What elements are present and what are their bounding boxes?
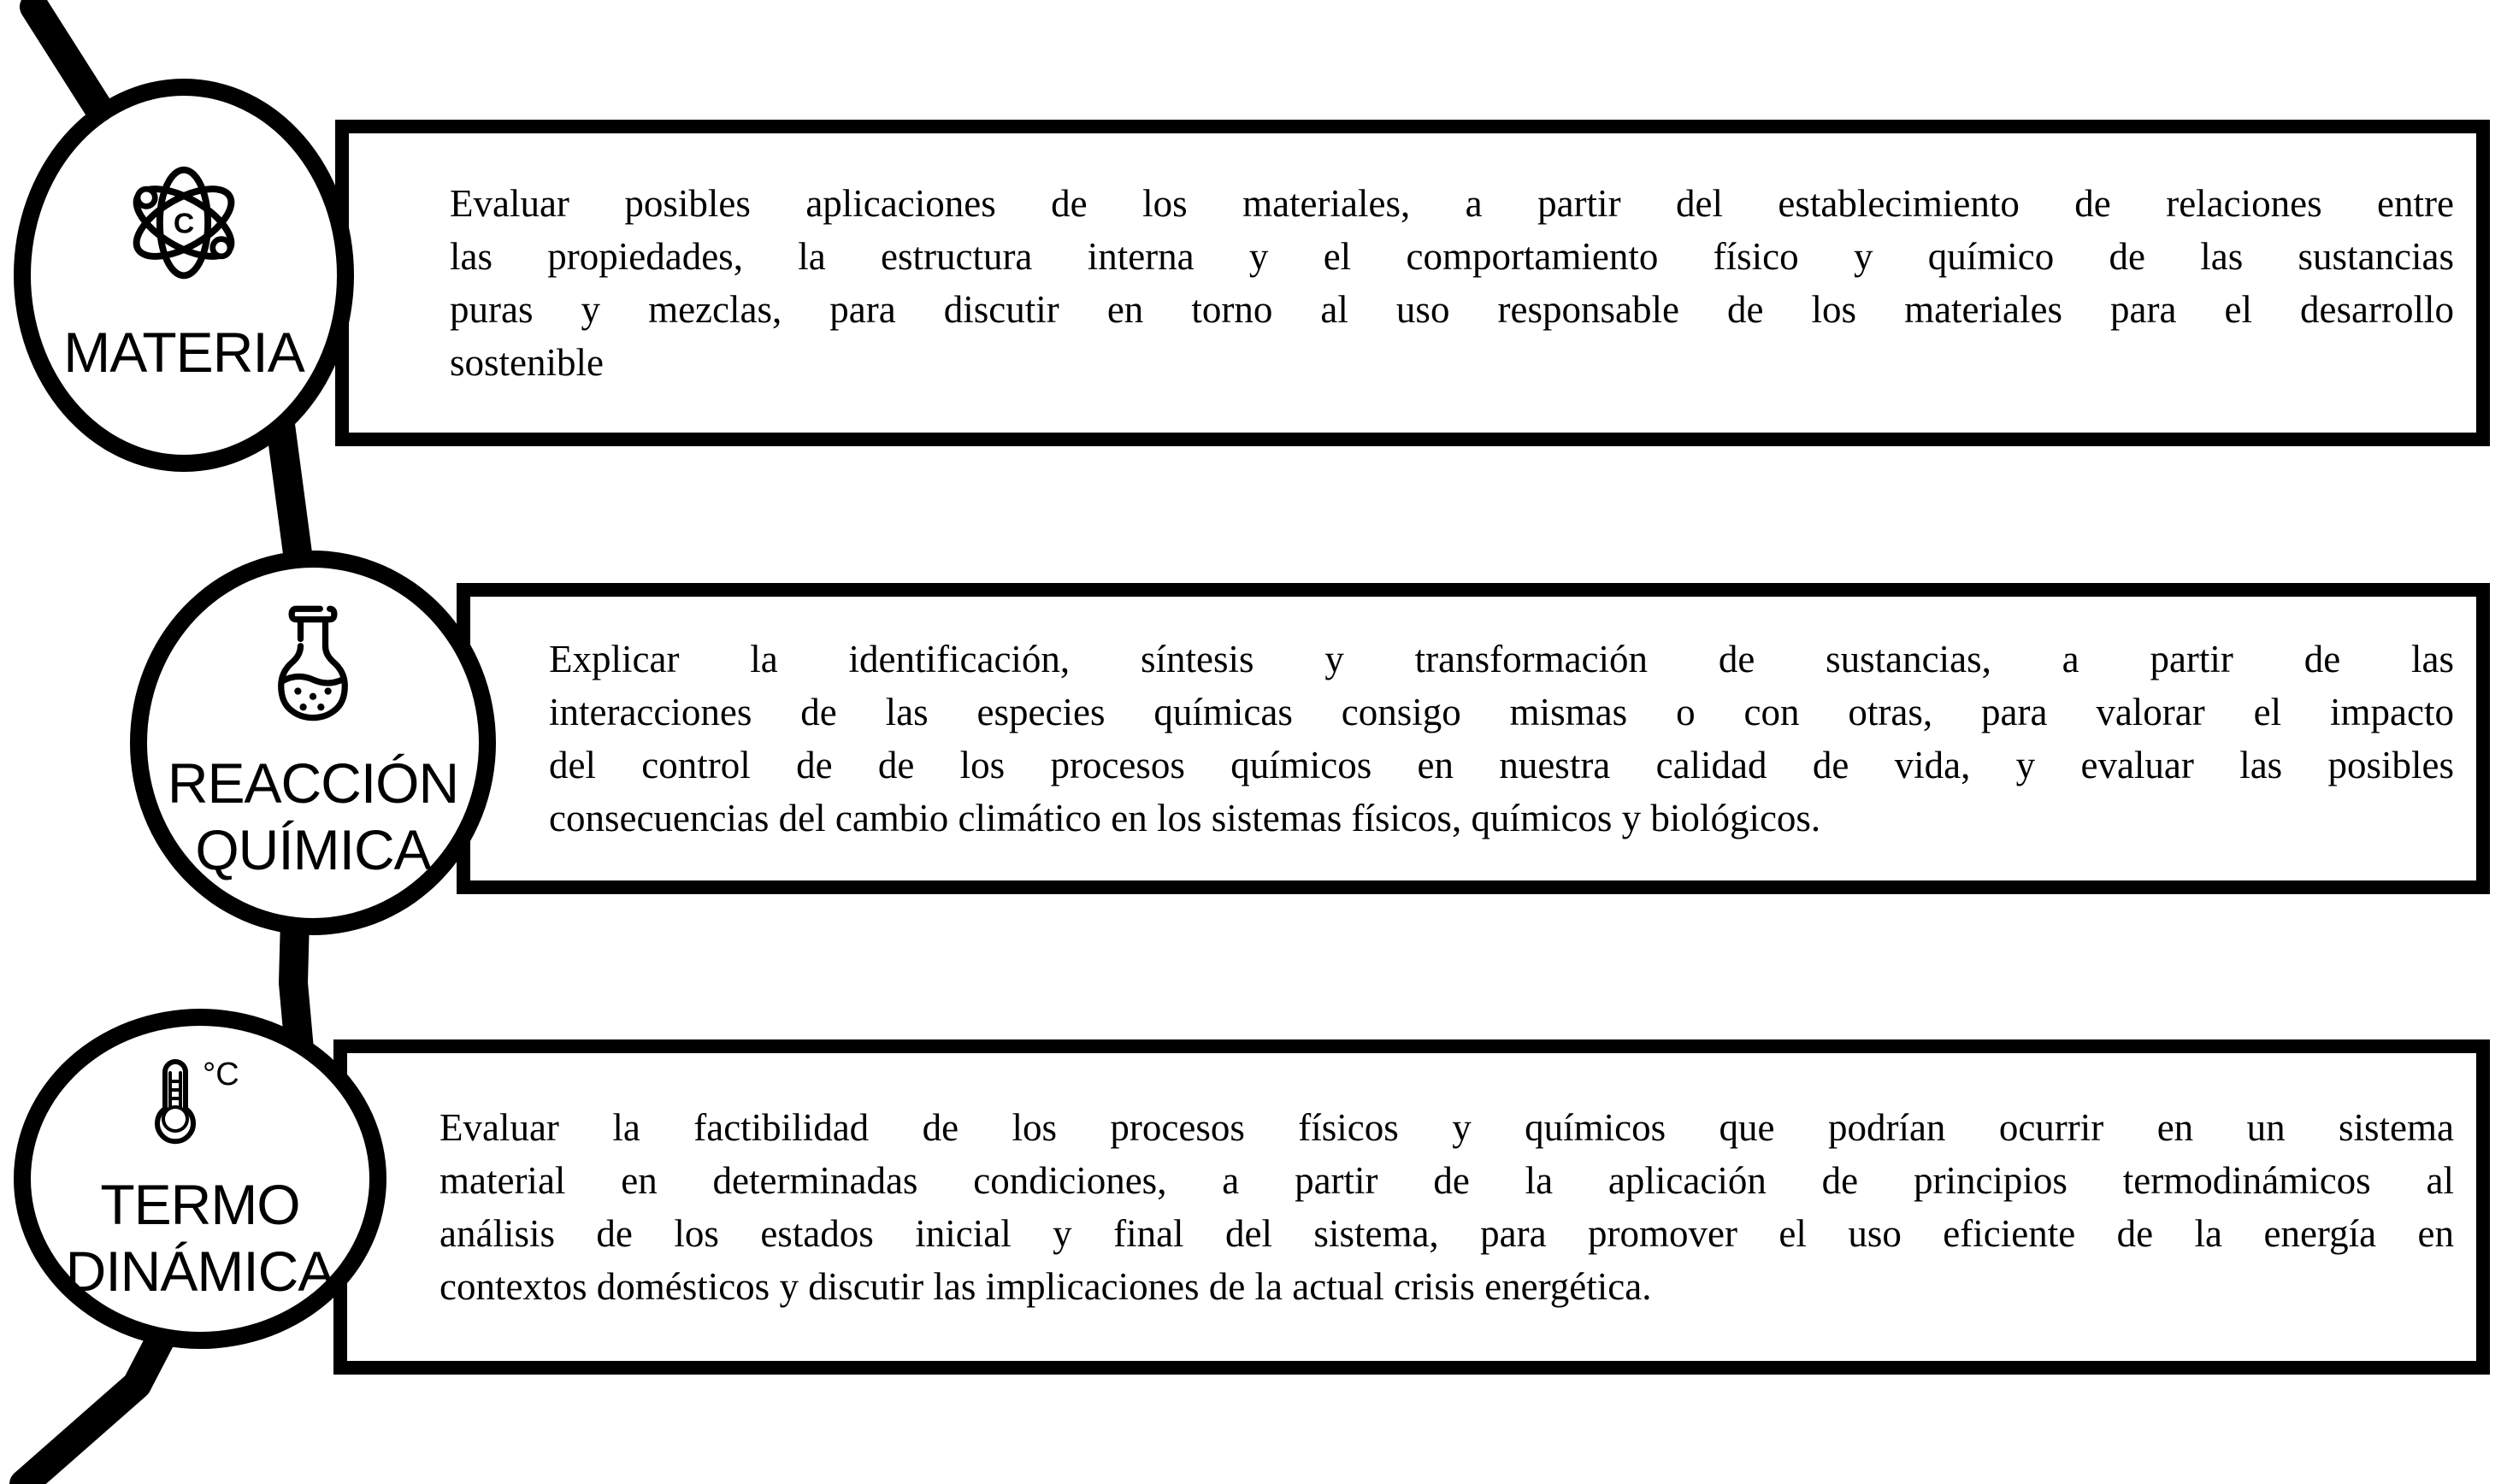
text-line: Explicar la identificación, síntesis y transformación de sustancias, a partir de las: [549, 638, 2454, 680]
description-box-materia: [335, 120, 2490, 446]
node-label-materia: MATERIA: [63, 321, 304, 384]
text-line: del control de de los procesos químicos en nuestra calidad de vida, y evaluar las posibles: [549, 744, 2454, 786]
description-text-materia: [450, 177, 2454, 389]
description-text-reaccion-quimica: [549, 633, 2454, 845]
text-line: Evaluar la factibilidad de los procesos físicos y químicos que podrían ocurrir en un sistema: [439, 1106, 2454, 1149]
description-text-termodinamica: [439, 1101, 2454, 1313]
text-line: análisis de los estados inicial y final del sistema, para promover el uso eficiente de la energía en: [439, 1212, 2454, 1255]
description-box-termodinamica: [333, 1039, 2490, 1375]
node-termodinamica: [14, 1009, 386, 1349]
flask-icon: [268, 604, 357, 727]
thermometer-icon: [136, 1054, 264, 1152]
text-line: contextos domésticos y discutir las implicaciones de la actual crisis energética.: [439, 1265, 1652, 1308]
text-line: consecuencias del cambio climático en los sistemas físicos, químicos y biológicos.: [549, 797, 1821, 839]
text-line: Evaluar posibles aplicaciones de los materiales, a partir del establecimiento de relaciones entre: [450, 182, 2454, 225]
node-materia: [14, 79, 354, 472]
text-line: interacciones de las especies químicas consigo mismas o con otras, para valorar el impacto: [549, 691, 2454, 733]
atom-icon: [124, 165, 244, 280]
node-label-termodinamica: TERMO DINÁMICA: [65, 1172, 335, 1303]
node-reaccion-quimica: [130, 551, 496, 935]
text-line: puras y mezclas, para discutir en torno al uso responsable de los materiales para el desarrollo: [450, 288, 2454, 331]
node-label-reaccion-quimica: REACCIÓN QUÍMICA: [167, 751, 459, 881]
text-line: material en determinadas condiciones, a partir de la aplicación de principios termodinámicos al: [439, 1159, 2454, 1202]
thermometer-unit-label: °C: [203, 1056, 239, 1092]
description-box-reaccion-quimica: [457, 583, 2490, 894]
text-line: las propiedades, la estructura interna y el comportamiento físico y químico de las sustancias: [450, 235, 2454, 278]
atom-nucleus-label: C: [173, 207, 195, 240]
text-line: sostenible: [450, 341, 604, 384]
